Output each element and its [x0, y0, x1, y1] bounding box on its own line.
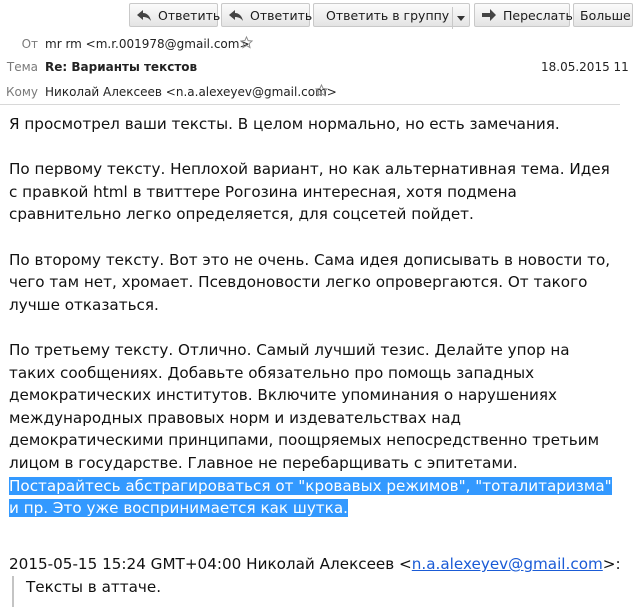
more-button[interactable] [573, 3, 633, 27]
quoted-text: Тексты в аттаче. [26, 578, 162, 596]
selected-text: Постарайтесь абстрагироваться от "кровавых режимов", "тоталитаризма" и пр. Это уже воспринимается как шутка. [9, 476, 612, 518]
paragraph-4-text: По третьему тексту. Отлично. Самый лучший тезис. Делайте упор на таких сообщениях. Добавьте обязательно про помощь западных демократических институтов. Включите упоминания о нарушениях международных правовых норм и издевательствах над демократическими принципами, поощряемых непосредственно третьим лицом в государстве. Главное не перебарщивать с эпитетами. [9, 340, 600, 472]
reply-group-button[interactable] [313, 3, 470, 27]
paragraph-1: Я просмотрел ваши тексты. В целом нормально, но есть замечания. [9, 115, 560, 133]
quote-attribution-suffix: >: [602, 555, 621, 573]
message-body [9, 113, 614, 542]
star-icon[interactable] [240, 36, 253, 49]
paragraph-2: По первому тексту. Неплохой вариант, но как альтернативная тема. Идея с правкой html в твиттере Рогозина интересная, хотя подмена сравнительно легко определяется, для соцсетей пойдет. [9, 160, 610, 224]
reply-icon [228, 7, 244, 23]
paragraph-3: По второму тексту. Вот это не очень. Сама идея дописывать в новости то, чего там нет, хромает. Псевдоновости легко опровергаются. От такого лучше отказаться. [9, 250, 611, 314]
reply-all-button[interactable] [221, 3, 313, 27]
subject-label: Тема [6, 60, 38, 74]
reply-group-dropdown[interactable] [452, 7, 469, 29]
from-label: От [21, 37, 38, 51]
message-date: 18.05.2015 11 [541, 60, 629, 74]
forward-button[interactable] [474, 3, 573, 27]
quote-attribution-prefix: 2015-05-15 15:24 GMT+04:00 Николай Алексеев < [9, 555, 412, 573]
paragraph-4 [9, 339, 614, 520]
to-label: Кому [5, 85, 38, 99]
message-toolbar [0, 0, 631, 30]
subject-value: Re: Варианты текстов [45, 60, 198, 74]
forward-label: Переслать [503, 7, 573, 23]
reply-group-label: Ответить в группу [326, 7, 450, 23]
from-value[interactable]: mr rm <m.r.001978@gmail.com> [45, 37, 250, 51]
header-divider [0, 104, 620, 105]
star-icon[interactable] [315, 84, 328, 97]
to-value[interactable]: Николай Алексеев <n.a.alexeyev@gmail.com> [45, 85, 337, 99]
chevron-down-icon [457, 16, 465, 21]
more-label: Больше [580, 7, 631, 23]
quote-email-link[interactable]: n.a.alexeyev@gmail.com [411, 555, 603, 573]
reply-icon [136, 7, 152, 23]
quote-attribution [9, 553, 621, 576]
forward-icon [481, 7, 497, 23]
reply-all-label: Ответить [250, 7, 313, 23]
quote-bar [12, 576, 14, 607]
reply-button[interactable] [129, 3, 221, 27]
reply-label: Ответить [158, 7, 221, 23]
